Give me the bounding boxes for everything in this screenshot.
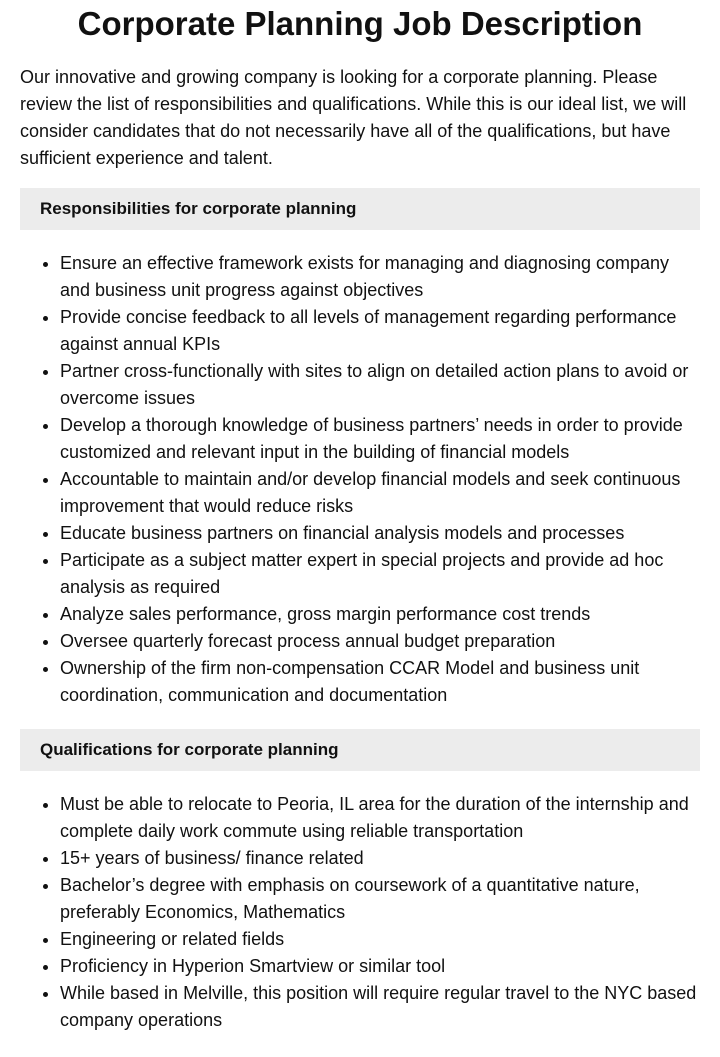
list-item: • Oversee quarterly forecast process annual budget preparation <box>60 628 700 655</box>
list-item: • Ownership of the firm non-compensation CCAR Model and business unit coordination, communication and documentation <box>60 655 700 709</box>
responsibilities-list <box>20 250 700 709</box>
responsibilities-heading: Responsibilities for corporate planning <box>20 188 700 230</box>
page-title: Corporate Planning Job Description <box>77 5 643 42</box>
qualifications-list <box>20 791 700 1034</box>
list-item: • Bachelor’s degree with emphasis on coursework of a quantitative nature, preferably Economics, Mathematics <box>60 872 700 926</box>
list-item: • Ensure an effective framework exists for managing and diagnosing company and business unit progress against objectives <box>60 250 700 304</box>
list-item: • Develop a thorough knowledge of business partners’ needs in order to provide customized and relevant input in the building of financial models <box>60 412 700 466</box>
qualifications-heading: Qualifications for corporate planning <box>20 729 700 771</box>
list-item: • Analyze sales performance, gross margin performance cost trends <box>60 601 700 628</box>
list-item: • Participate as a subject matter expert in special projects and provide ad hoc analysis as required <box>60 547 700 601</box>
list-item: • Educate business partners on financial analysis models and processes <box>60 520 700 547</box>
list-item: • While based in Melville, this position will require regular travel to the NYC based company operations <box>60 980 700 1034</box>
list-item: • Must be able to relocate to Peoria, IL area for the duration of the internship and complete daily work commute using reliable transportation <box>60 791 700 845</box>
list-item: • Proficiency in Hyperion Smartview or similar tool <box>60 953 700 980</box>
intro-paragraph: Our innovative and growing company is looking for a corporate planning. Please review the list of responsibilities and qualifications. While this is our ideal list, we will consider candidates that do not necessarily have all of the qualifications, but have sufficient experience and talent. <box>20 67 687 168</box>
list-item: • Provide concise feedback to all levels of management regarding performance against annual KPIs <box>60 304 700 358</box>
list-item: • Partner cross-functionally with sites to align on detailed action plans to avoid or overcome issues <box>60 358 700 412</box>
list-item: • Accountable to maintain and/or develop financial models and seek continuous improvement that would reduce risks <box>60 466 700 520</box>
list-item: • Engineering or related fields <box>60 926 700 953</box>
list-item: • 15+ years of business/ finance related <box>60 845 700 872</box>
